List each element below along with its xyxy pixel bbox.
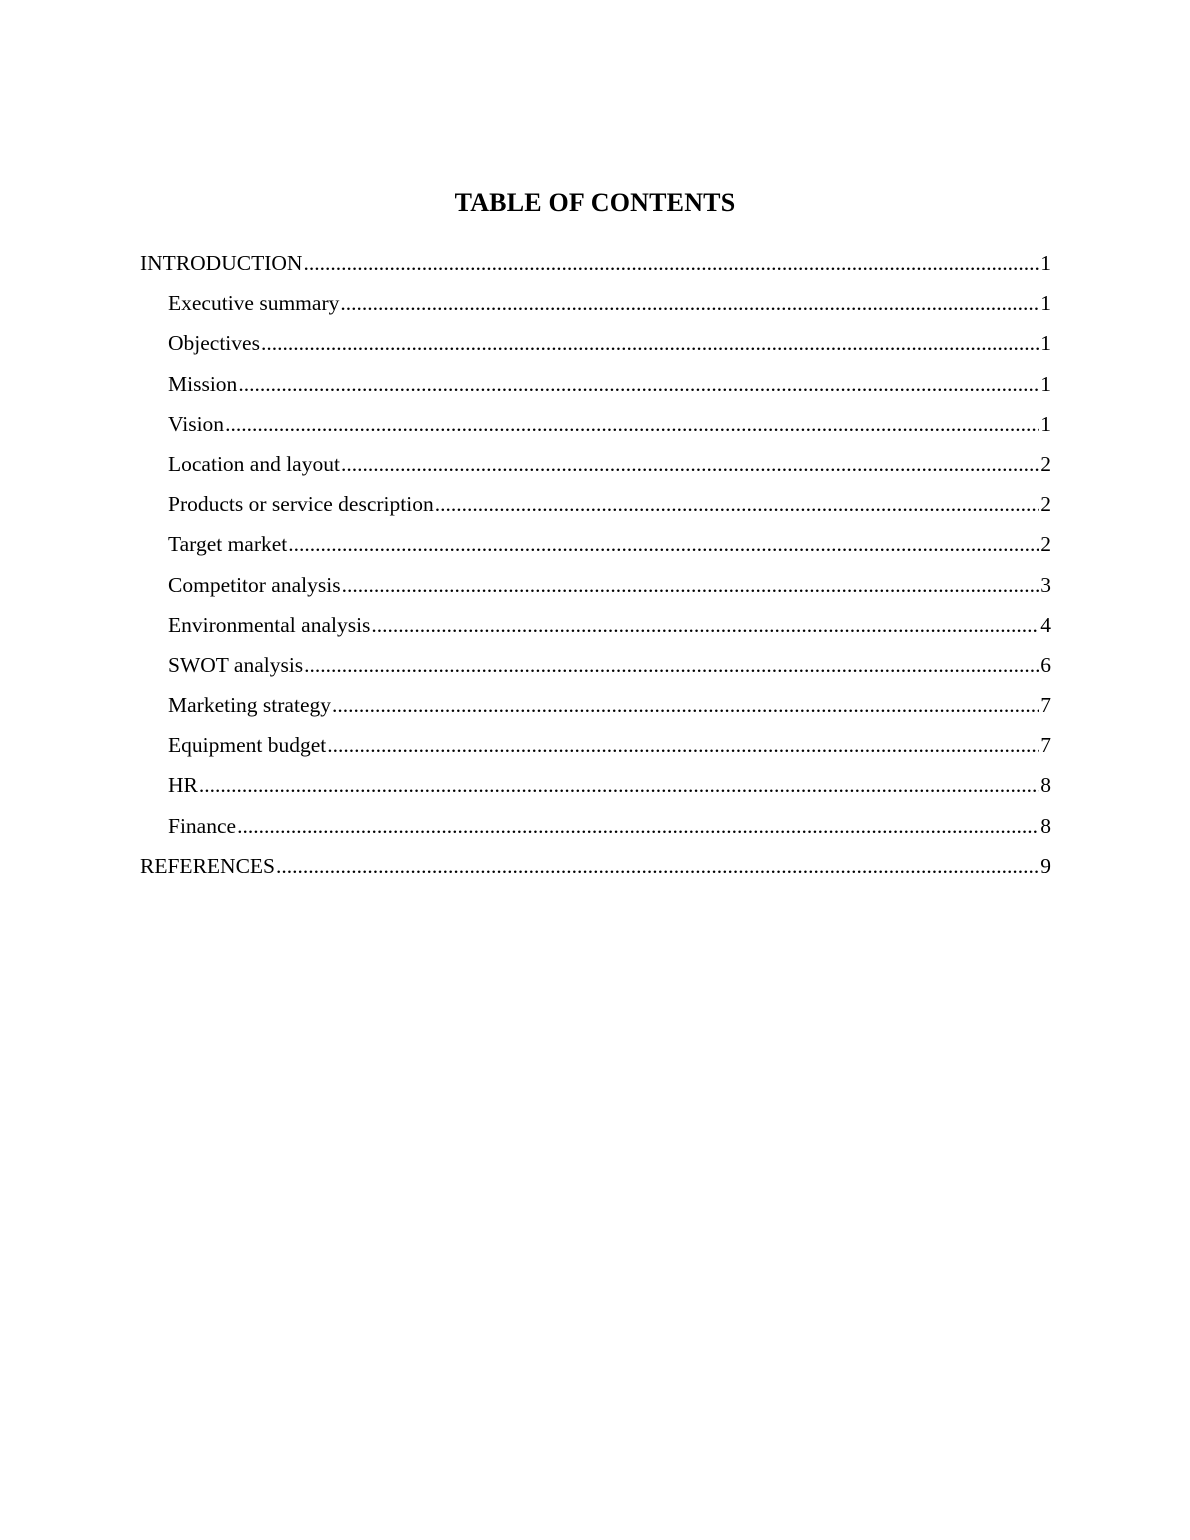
- toc-dot-leader: [303, 243, 1039, 283]
- toc-dot-leader: [327, 725, 1039, 765]
- toc-entry-label: Products or service description: [168, 492, 434, 517]
- toc-entry-page-number: 1: [1040, 331, 1051, 356]
- toc-entry-label: Environmental analysis: [168, 612, 371, 637]
- toc-entry-label: Objectives: [168, 331, 260, 356]
- toc-entry-page-number: 9: [1040, 853, 1051, 878]
- toc-entry-references[interactable]: [140, 846, 1051, 886]
- toc-entry-page-number: 1: [1040, 291, 1051, 316]
- toc-entry-label: Equipment budget: [168, 733, 327, 758]
- toc-entry-label: Marketing strategy: [168, 693, 331, 718]
- toc-entry-label: Target market: [168, 532, 288, 557]
- toc-entry-page-number: 7: [1040, 693, 1051, 718]
- toc-entry-target-market[interactable]: [140, 524, 1051, 564]
- toc-entry-label: Competitor analysis: [168, 572, 341, 597]
- toc-entry-page-number: 2: [1040, 451, 1051, 476]
- toc-entry-equipment-budget[interactable]: [140, 725, 1051, 765]
- toc-dot-leader: [238, 364, 1039, 404]
- toc-entry-page-number: 2: [1040, 532, 1051, 557]
- toc-entry-page-number: 1: [1040, 411, 1051, 436]
- toc-dot-leader: [261, 323, 1039, 363]
- toc-entry-swot-analysis[interactable]: [140, 645, 1051, 685]
- toc-entry-page-number: 2: [1040, 492, 1051, 517]
- toc-entry-vision[interactable]: [140, 404, 1051, 444]
- toc-dot-leader: [340, 283, 1039, 323]
- toc-entry-executive-summary[interactable]: [140, 283, 1051, 323]
- toc-entry-page-number: 7: [1040, 733, 1051, 758]
- toc-dot-leader: [304, 645, 1039, 685]
- toc-entry-environmental-analysis[interactable]: [140, 605, 1051, 645]
- toc-entry-label: Mission: [168, 371, 238, 396]
- toc-dot-leader: [341, 444, 1039, 484]
- toc-dot-leader: [288, 524, 1039, 564]
- toc-dot-leader: [237, 806, 1039, 846]
- toc-entry-page-number: 8: [1040, 773, 1051, 798]
- toc-entry-label: Vision: [168, 411, 225, 436]
- toc-dot-leader: [225, 404, 1039, 444]
- toc-entry-finance[interactable]: [140, 806, 1051, 846]
- toc-entry-page-number: 1: [1040, 371, 1051, 396]
- toc-entry-label: Executive summary: [168, 291, 340, 316]
- toc-entry-mission[interactable]: [140, 364, 1051, 404]
- toc-entry-label: Finance: [168, 813, 237, 838]
- toc-entry-introduction[interactable]: [140, 243, 1051, 283]
- toc-entry-hr[interactable]: [140, 765, 1051, 805]
- toc-entry-competitor-analysis[interactable]: [140, 565, 1051, 605]
- toc-entry-label: HR: [168, 773, 198, 798]
- toc-entry-marketing-strategy[interactable]: [140, 685, 1051, 725]
- toc-title: TABLE OF CONTENTS: [454, 188, 736, 217]
- toc-entry-label: SWOT analysis: [168, 652, 304, 677]
- toc-entry-page-number: 1: [1040, 251, 1051, 275]
- toc-entry-page-number: 3: [1040, 572, 1051, 597]
- toc-entry-label: Location and layout: [168, 451, 340, 476]
- toc-entry-label: REFERENCES: [140, 853, 275, 878]
- toc-dot-leader: [371, 605, 1039, 645]
- toc-dot-leader: [199, 765, 1039, 805]
- toc-entry-objectives[interactable]: [140, 323, 1051, 363]
- toc-entry-page-number: 4: [1040, 612, 1051, 637]
- toc-entry-page-number: 8: [1040, 813, 1051, 838]
- toc-list: [140, 243, 1051, 886]
- toc-entry-page-number: 6: [1040, 652, 1051, 677]
- toc-dot-leader: [342, 565, 1040, 605]
- toc-entry-products-or-service-description[interactable]: [140, 484, 1051, 524]
- toc-entry-location-and-layout[interactable]: [140, 444, 1051, 484]
- toc-entry-label: INTRODUCTION: [140, 251, 303, 275]
- toc-dot-leader: [276, 846, 1039, 886]
- toc-dot-leader: [332, 685, 1039, 725]
- toc-dot-leader: [435, 484, 1040, 524]
